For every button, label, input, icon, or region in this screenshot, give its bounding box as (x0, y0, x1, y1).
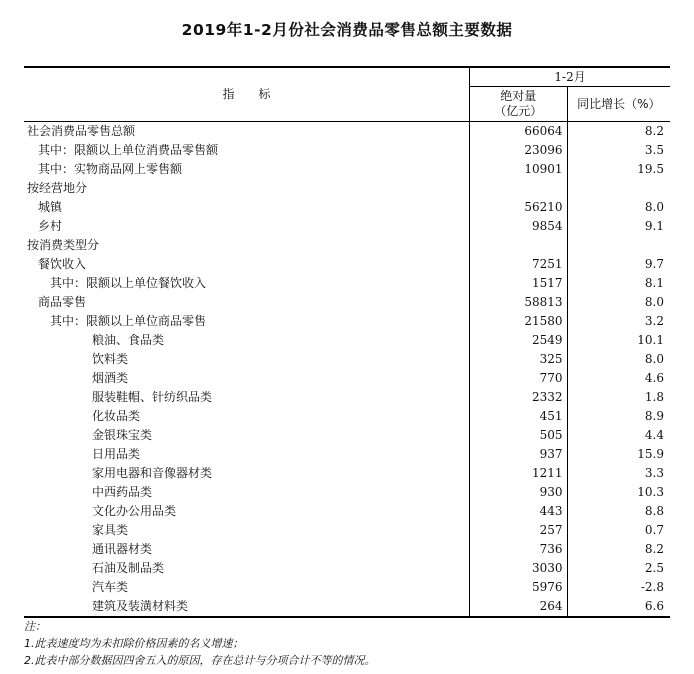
retail-sales-table (24, 66, 670, 618)
table-row (24, 198, 670, 217)
row-label: 其中：限额以上单位餐饮收入 (50, 276, 207, 290)
row-growth: 8.2 (567, 540, 670, 559)
row-value: 9854 (470, 217, 567, 236)
table-row (24, 407, 670, 426)
row-value: 2332 (470, 388, 567, 407)
indicator-header: 指 标 (24, 67, 470, 122)
row-growth: 8.2 (567, 122, 670, 142)
row-growth: 8.9 (567, 407, 670, 426)
row-growth: 6.6 (567, 597, 670, 617)
table-row (24, 179, 670, 198)
row-value: 325 (470, 350, 567, 369)
table-row (24, 236, 670, 255)
row-growth: 4.6 (567, 369, 670, 388)
row-growth: 10.3 (567, 483, 670, 502)
table-body (24, 122, 670, 618)
yoy-growth-header: 同比增长（%） (567, 87, 670, 122)
row-growth: 3.2 (567, 312, 670, 331)
table-row (24, 388, 670, 407)
table-row (24, 274, 670, 293)
row-label: 化妆品类 (92, 409, 141, 423)
period-header: 1-2月 (470, 67, 670, 87)
table-row (24, 483, 670, 502)
row-growth: 9.7 (567, 255, 670, 274)
table-row (24, 255, 670, 274)
row-growth: 8.0 (567, 293, 670, 312)
row-value: 1517 (470, 274, 567, 293)
row-label: 建筑及装潢材料类 (24, 597, 470, 617)
row-value (470, 236, 567, 255)
row-label: 家具类 (92, 523, 129, 537)
row-growth: 8.0 (567, 198, 670, 217)
table-row (24, 141, 670, 160)
table-row (24, 160, 670, 179)
row-value: 1211 (470, 464, 567, 483)
row-value: 257 (470, 521, 567, 540)
table-row (24, 350, 670, 369)
row-value: 264 (470, 597, 567, 617)
row-value: 10901 (470, 160, 567, 179)
row-growth: 8.0 (567, 350, 670, 369)
row-label: 文化办公用品类 (92, 504, 177, 518)
table-row (24, 521, 670, 540)
row-growth: 8.1 (567, 274, 670, 293)
row-value: 23096 (470, 141, 567, 160)
row-value: 937 (470, 445, 567, 464)
table-row (24, 540, 670, 559)
row-value: 56210 (470, 198, 567, 217)
row-label: 石油及制品类 (92, 561, 165, 575)
row-value: 930 (470, 483, 567, 502)
table-row (24, 293, 670, 312)
table-row (24, 578, 670, 597)
row-value: 21580 (470, 312, 567, 331)
row-value: 736 (470, 540, 567, 559)
notes-heading: 注： (24, 620, 46, 633)
row-label: 按消费类型分 (27, 238, 100, 252)
row-growth: 0.7 (567, 521, 670, 540)
row-label: 其中：限额以上单位消费品零售额 (38, 143, 219, 157)
table-row (24, 464, 670, 483)
row-label: 饮料类 (92, 352, 129, 366)
row-value: 7251 (470, 255, 567, 274)
row-value: 3030 (470, 559, 567, 578)
row-growth: 4.4 (567, 426, 670, 445)
row-value: 451 (470, 407, 567, 426)
row-growth: 3.3 (567, 464, 670, 483)
absolute-value-header-line2: （亿元） (494, 104, 543, 118)
row-label: 城镇 (38, 200, 63, 214)
row-label: 金银珠宝类 (92, 428, 153, 442)
row-label: 餐饮收入 (38, 257, 87, 271)
note-item-2: 2.此表中部分数据因四舍五入的原因，存在总计与分项合计不等的情况。 (24, 654, 376, 667)
row-growth (567, 236, 670, 255)
row-growth: 1.8 (567, 388, 670, 407)
table-row (24, 331, 670, 350)
row-growth: 15.9 (567, 445, 670, 464)
row-growth: -2.8 (567, 578, 670, 597)
row-value: 505 (470, 426, 567, 445)
row-value: 770 (470, 369, 567, 388)
row-growth: 19.5 (567, 160, 670, 179)
row-value: 5976 (470, 578, 567, 597)
row-label: 中西药品类 (92, 485, 153, 499)
row-value: 443 (470, 502, 567, 521)
row-label: 通讯器材类 (92, 542, 153, 556)
row-value (470, 179, 567, 198)
row-growth: 9.1 (567, 217, 670, 236)
table-row (24, 559, 670, 578)
table-row (24, 426, 670, 445)
table-row (24, 217, 670, 236)
table-row (24, 312, 670, 331)
row-label: 商品零售 (38, 295, 87, 309)
row-label: 家用电器和音像器材类 (92, 466, 213, 480)
row-label: 粮油、食品类 (92, 333, 165, 347)
row-label: 社会消费品零售总额 (27, 124, 136, 138)
row-label: 乡村 (38, 219, 63, 233)
row-label: 日用品类 (92, 447, 141, 461)
row-growth (567, 179, 670, 198)
note-item-1: 1.此表速度均为未扣除价格因素的名义增速； (24, 637, 244, 650)
table-row (24, 445, 670, 464)
row-growth: 8.8 (567, 502, 670, 521)
table-notes (24, 618, 376, 669)
row-label: 其中：实物商品网上零售额 (38, 162, 183, 176)
row-label: 烟酒类 (92, 371, 129, 385)
row-growth: 2.5 (567, 559, 670, 578)
row-value: 66064 (470, 122, 567, 142)
row-growth: 10.1 (567, 331, 670, 350)
row-label: 其中：限额以上单位商品零售 (50, 314, 207, 328)
table-row (24, 369, 670, 388)
table-row (24, 122, 670, 142)
row-value: 2549 (470, 331, 567, 350)
page-title: 2019年1-2月份社会消费品零售总额主要数据 (181, 21, 513, 39)
row-label: 按经营地分 (27, 181, 88, 195)
table-row (24, 597, 670, 617)
row-growth: 3.5 (567, 141, 670, 160)
absolute-value-header-line1: 绝对量 (500, 89, 537, 103)
absolute-value-header (470, 87, 567, 122)
table-row (24, 502, 670, 521)
row-label: 汽车类 (92, 580, 129, 594)
row-label: 服装鞋帽、针纺织品类 (92, 390, 213, 404)
row-value: 58813 (470, 293, 567, 312)
